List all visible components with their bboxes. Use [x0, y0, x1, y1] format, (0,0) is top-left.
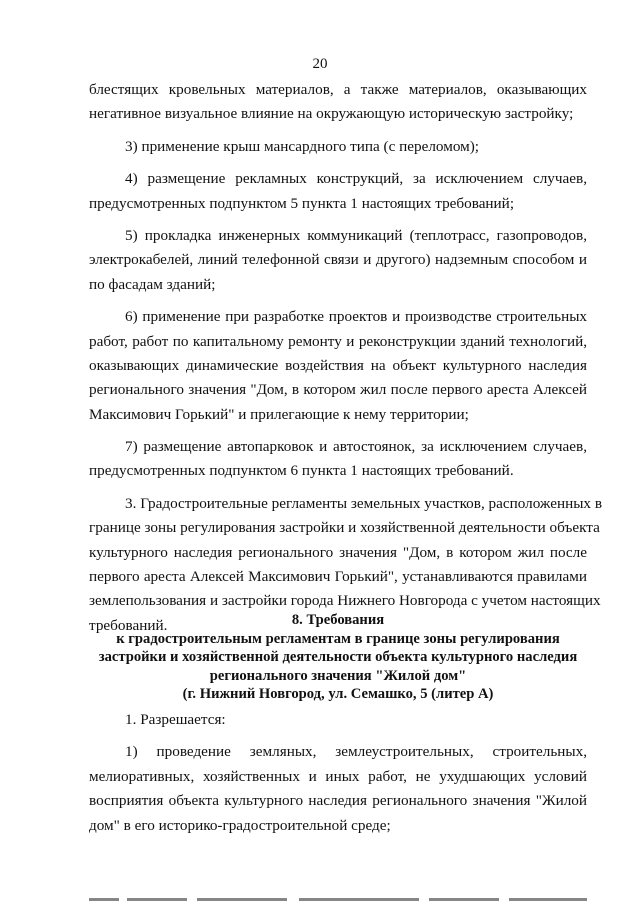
- text-line: границе зоны регулирования застройки и хозяйственной деятельности объекта: [89, 519, 600, 537]
- text-line: 1) проведение земляных, землеустроительных, строительных,: [125, 743, 587, 761]
- text-line: блестящих кровельных материалов, а также материалов, оказывающих: [89, 81, 587, 98]
- text-line: оказывающих динамические воздействия на объект культурного наследия: [89, 356, 587, 374]
- heading-line: 8. Требования: [291, 612, 385, 628]
- text-line: 6) применение при разработке проектов и производстве строительных: [125, 308, 587, 326]
- text-line: Максимович Горький" и прилегающие к нему территории;: [89, 405, 469, 423]
- text-line: регионального значения "Дом, в котором жил после первого ареста Алексей: [89, 381, 587, 399]
- text-line: работ, работ по капитальному ремонту и реконструкции зданий технологий,: [89, 332, 587, 350]
- body-text-bottom: [89, 708, 587, 838]
- text-line: электрокабелей, линий телефонной связи и другого) надземным способом и: [89, 251, 587, 269]
- text-line: культурного наследия регионального значения "Дом, в котором жил после: [89, 543, 587, 561]
- heading-line: (г. Нижний Новгород, ул. Семашко, 5 (литер А): [182, 686, 494, 703]
- text-line: 4) размещение рекламных конструкций, за исключением случаев,: [125, 170, 587, 188]
- text-line: 5) прокладка инженерных коммуникаций (теплотрасс, газопроводов,: [125, 226, 587, 244]
- heading-line: регионального значения "Жилой дом": [209, 667, 467, 684]
- text-line: 1. Разрешается:: [125, 711, 226, 728]
- page-number: 20: [312, 56, 328, 72]
- text-line: предусмотренных подпунктом 6 пункта 1 настоящих требований.: [89, 462, 514, 480]
- text-line: 3. Градостроительные регламенты земельных участков, расположенных в: [125, 494, 602, 512]
- text-line: предусмотренных подпунктом 5 пункта 1 настоящих требований;: [89, 194, 515, 212]
- body-text-top: [89, 78, 602, 638]
- text-line: 7) размещение автопарковок и автостоянок, за исключением случаев,: [125, 438, 587, 456]
- text-line: дом" в его историко-градостроительной среде;: [89, 816, 391, 834]
- text-line: восприятия объекта культурного наследия регионального значения "Жилой: [89, 792, 587, 810]
- text-line: негативное визуальное влияние на окружающую историческую застройку;: [89, 105, 574, 123]
- section-heading: [60, 611, 616, 704]
- heading-line: к градостроительным регламентам в границе зоны регулирования: [116, 630, 560, 647]
- text-line: по фасадам зданий;: [89, 275, 216, 293]
- text-line: 3) применение крыш мансардного типа (с переломом);: [125, 137, 480, 155]
- cut-off-text-line: [89, 896, 587, 905]
- text-line: землепользования и застройки города Нижнего Новгорода с учетом настоящих: [89, 592, 601, 610]
- heading-line: застройки и хозяйственной деятельности объекта культурного наследия: [98, 649, 578, 666]
- text-line: первого ареста Алексей Максимович Горький", устанавливаются правилами: [89, 568, 587, 586]
- text-line: мелиоративных, хозяйственных и иных работ, не ухудшающих условий: [89, 767, 587, 785]
- text-line: требований.: [89, 616, 168, 634]
